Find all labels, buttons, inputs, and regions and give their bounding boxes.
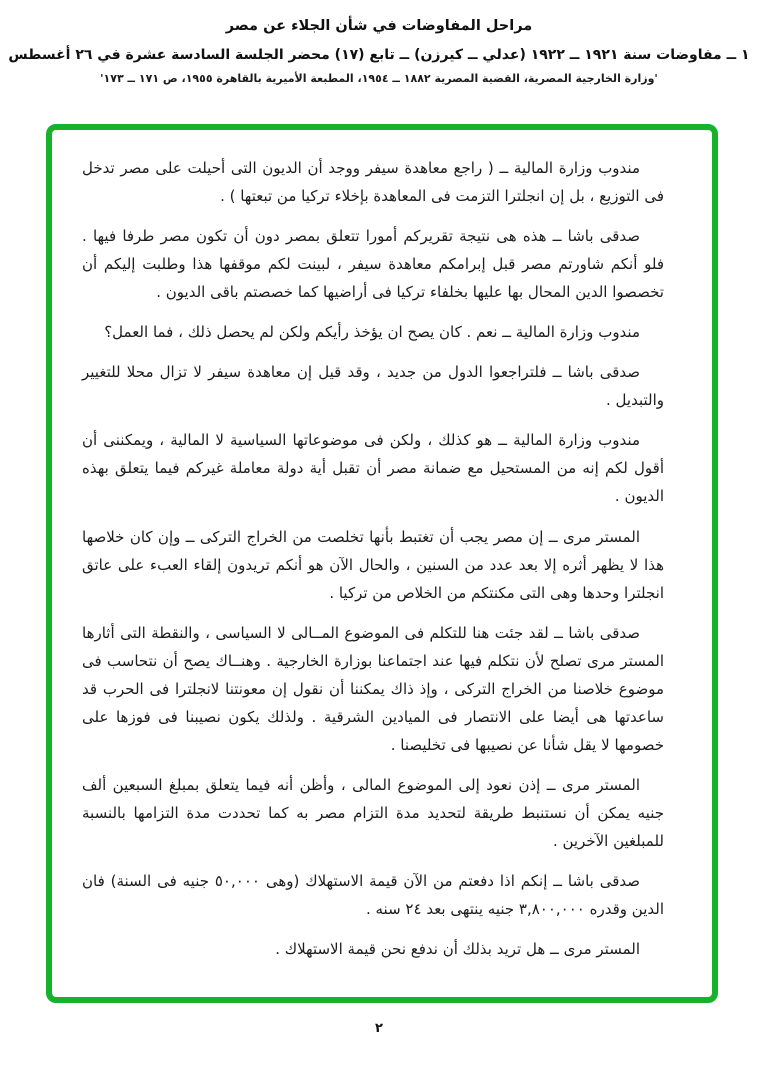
paragraph-sidky-pasha-1: صدقى باشا ــ هذه هى نتيجة تقريركم أمورا تتعلق بمصر دون أن تكون مصر طرفا فيها . فلو أنكم شاورتم مصر قبل إبرامكم معاهدة سيفر ، لبينت لكم موقفها هذا وطلبت إليكم أن تخصصوا الدين المحال بها عليها بخلفاء تركيا فى أراضيها كما خصصتم باقى الديون . [82, 227, 664, 302]
document-source-citation: 'وزارة الخارجية المصرية، القضية المصرية ١٨٨٢ ــ ١٩٥٤، المطبعة الأميرية بالقاهرة ١٩٥٥، ص ١٧١ ــ ١٧٣' [100, 72, 658, 85]
paragraph-finance-delegate-2: مندوب وزارة المالية ــ نعم . كان يصح ان يؤخذ رأيكم ولكن لم يحصل ذلك ، فما العمل؟ [104, 323, 640, 342]
paragraph-finance-delegate-1: مندوب وزارة المالية ــ ( راجع معاهدة سيفر ووجد أن الديون التى أحيلت على مصر تدخل فى التوزيع ، بل إن انجلترا التزمت فى المعاهدة بإخلاء تركيا من تبعتها ) . [82, 159, 664, 206]
paragraph-sidky-pasha-4: صدقى باشا ــ إنكم اذا دفعتم من الآن قيمة الاستهلاك (وهى ٥٠,٠٠٠ جنيه فى السنة) فان الدين وقدره ٣,٨٠٠,٠٠٠ جنيه ينتهى بعد ٢٤ سنه . [82, 872, 664, 919]
paragraph-mr-murray-1: المستر مرى ــ إن مصر يجب أن تغتبط بأنها تخلصت من الخراج التركى ــ وإن كان خلاصها هذا لا يظهر أثره إلا بعد عدد من السنين ، والحال الآن هو أنكم تريدون إلقاء العبء على عاتق انجلترا وحدها وهى التى مكنتكم من الخلاص من تركيا . [82, 527, 664, 602]
paragraph-mr-murray-3: المستر مرى ــ هل تريد بذلك أن ندفع نحن قيمة الاستهلاك . [275, 940, 640, 959]
paragraph-sidky-pasha-3: صدقى باشا ــ لقد جئت هنا للتكلم فى الموضوع المــالى لا السياسى ، والنقطة التى أثارها المستر مرى تصلح لأن نتكلم فيها عند اجتماعنا بوزارة الخارجية . وهنــاك يصح أن نتحاسب فى موضوع خلاصنا من الخراج التركى ، وإذ ذاك يمكننا أن نقول إن معونتنا لانجلترا فى الحرب قد ساعدتها هى أيضا على الانتصار فى الميادين الشرقية . ولذلك يكون نصيبنا فى فوزها على خصومها لا يقل شأنا عن نصيبها فى تخليصنا . [82, 623, 664, 754]
highlight-frame [46, 124, 718, 1003]
paragraph-sidky-pasha-2: صدقى باشا ــ فلتراجعوا الدول من جديد ، وقد قيل إن معاهدة سيفر لا تزال محلا للتغيير والتبديل . [82, 363, 664, 410]
document-title: مراحل المفاوضات في شأن الجلاء عن مصر [225, 18, 533, 34]
paragraph-finance-delegate-3: مندوب وزارة المالية ــ هو كذلك ، ولكن فى موضوعاتها السياسية لا المالية ، ويمكننى أن أقول لكم إنه من المستحيل مع ضمانة مصر أن تقبل أية دولة معاملة غيركم فيما يتعلق بهذه الديون . [82, 431, 664, 506]
paragraph-mr-murray-2: المستر مرى ــ إذن نعود إلى الموضوع المالى ، وأظن أنه فيما يتعلق بمبلغ السبعين ألف جنيه يمكن أن نستنبط طريقة لتحديد مدة التزام مصر به كما تحددت مدة التزامها بالنسبة للمبلغين الآخرين . [82, 775, 664, 850]
page-header [0, 0, 758, 85]
page-number: ٢ [375, 1021, 383, 1036]
document-subtitle: ١ ــ مفاوضات سنة ١٩٢١ ــ ١٩٢٢ (عدلي ــ كيرزن) ــ تابع (١٧) محضر الجلسة السادسة عشرة في ٢٦ أغسطس [8, 47, 750, 63]
